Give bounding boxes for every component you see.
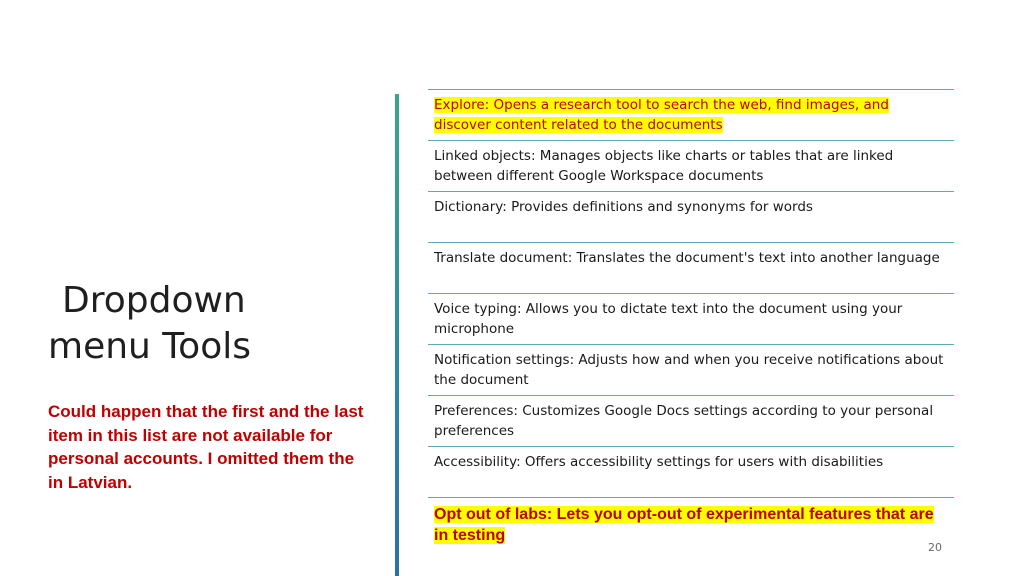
list-item-preferences <box>428 396 954 447</box>
list-item-text: Preferences: Customizes Google Docs settings according to your personal preferences <box>434 403 934 439</box>
slide-title-line-2: menu Tools <box>48 326 251 367</box>
list-item-text: Voice typing: Allows you to dictate text into the document using your microphone <box>434 301 903 337</box>
list-item-text: Linked objects: Manages objects like charts or tables that are linked between different Google Workspace documents <box>434 148 894 184</box>
list-item-linked-objects <box>428 141 954 192</box>
list-item-explore <box>428 90 954 141</box>
list-item-text: Accessibility: Offers accessibility settings for users with disabilities <box>434 454 884 470</box>
list-item-dictionary <box>428 192 954 243</box>
list-item-text: Opt out of labs: Lets you opt-out of experimental features that are in testing <box>434 506 934 544</box>
list-item-voice-typing <box>428 294 954 345</box>
tools-menu-list <box>428 89 954 549</box>
list-item-opt-out-of-labs <box>428 498 954 549</box>
page-number: 20 <box>928 541 942 554</box>
list-item-text: Translate document: Translates the document's text into another language <box>434 250 940 266</box>
list-item-accessibility <box>428 447 954 498</box>
vertical-divider <box>395 94 399 576</box>
list-item-translate-document <box>428 243 954 294</box>
list-item-text: Notification settings: Adjusts how and when you receive notifications about the document <box>434 352 944 388</box>
slide-note: Could happen that the first and the last item in this list are not available for personal accounts. I omitted them the in Latvian. <box>48 402 364 492</box>
list-item-text: Dictionary: Provides definitions and synonyms for words <box>434 199 813 215</box>
slide-title <box>48 278 288 370</box>
slide-title-line-1: Dropdown <box>62 280 246 321</box>
list-item-text: Explore: Opens a research tool to search the web, find images, and discover content related to the documents <box>434 97 889 133</box>
list-item-notification-settings <box>428 345 954 396</box>
